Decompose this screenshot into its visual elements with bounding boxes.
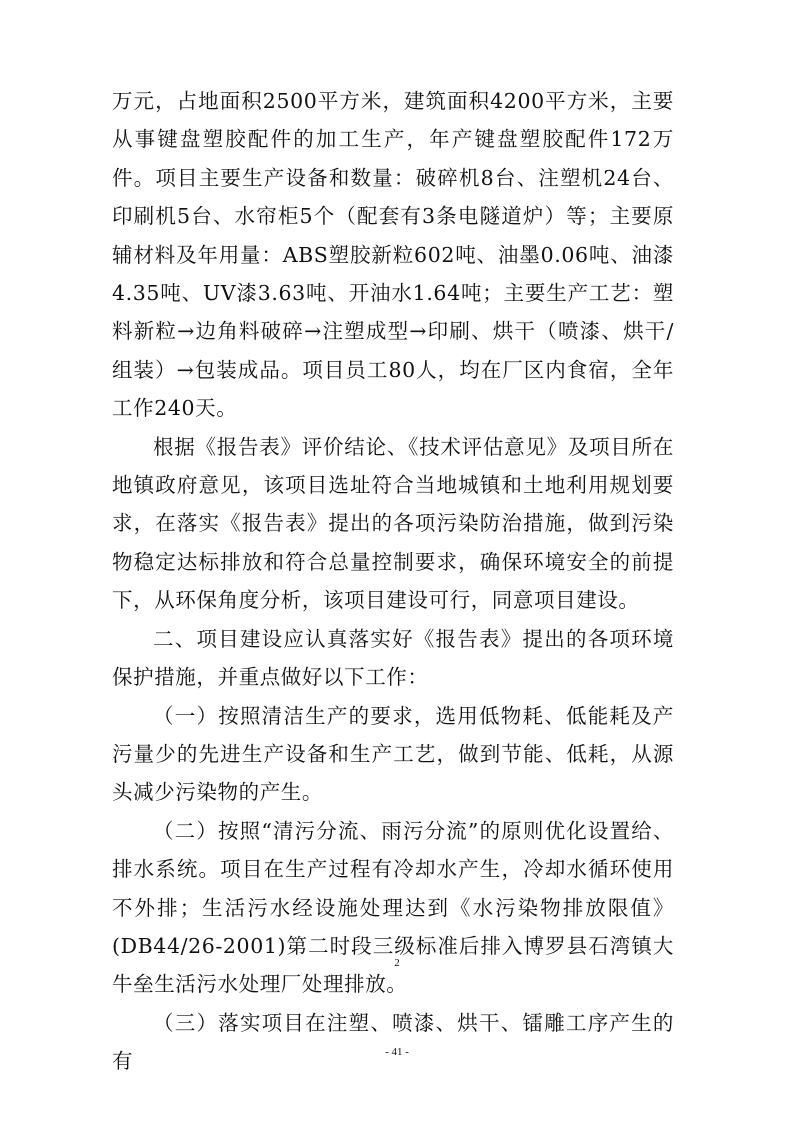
document-body (112, 82, 674, 1081)
paragraph-item-three: （三）落实项目在注塑、喷漆、烘干、镭雕工序产生的有 (112, 1010, 674, 1074)
paragraph-item-one: （一）按照清洁生产的要求，选用低物耗、低能耗及产污量少的先进生产设备和生产工艺，做到节能、低耗，从源头减少污染物的产生。 (112, 703, 674, 805)
paragraph-section-two-heading: 二、项目建设应认真落实好《报告表》提出的各项环境保护措施，并重点做好以下工作： (112, 626, 674, 690)
page-number: 2 (394, 957, 400, 969)
paragraph-assessment-conclusion: 根据《报告表》评价结论、《技术评估意见》及项目所在地镇政府意见，该项目选址符合当地城镇和土地利用规划要求，在落实《报告表》提出的各项污染防治措施，做到污染物稳定达标排放和符合总量控制要求，确保环境安全的前提下，从环保角度分析，该项目建设可行，同意项目建设。 (112, 434, 674, 613)
paragraph-item-two: （二）按照“清污分流、雨污分流”的原则优化设置给、排水系统。项目在生产过程有冷却水产生，冷却水循环使用不外排；生活污水经设施处理达到《水污染物排放限值》(DB44/26-2001)第二时段三级标准后排入博罗县石湾镇大牛垒生活污水处理厂处理排放。 (112, 818, 674, 997)
footer-page-number: - 41 - (385, 1046, 409, 1058)
paragraph-project-overview: 万元，占地面积2500平方米，建筑面积4200平方米，主要从事键盘塑胶配件的加工生产，年产键盘塑胶配件172万件。项目主要生产设备和数量：破碎机8台、注塑机24台、印刷机5台、水帘柜5个（配套有3条电隧道炉）等；主要原辅材料及年用量：ABS塑胶新粒602吨、油墨0.06吨、油漆4.35吨、UV漆3.63吨、开油水1.64吨；主要生产工艺：塑料新粒→边角料破碎→注塑成型→印刷、烘干（喷漆、烘干/组装）→包装成品。项目员工80人，均在厂区内食宿，全年工作240天。 (112, 89, 674, 421)
